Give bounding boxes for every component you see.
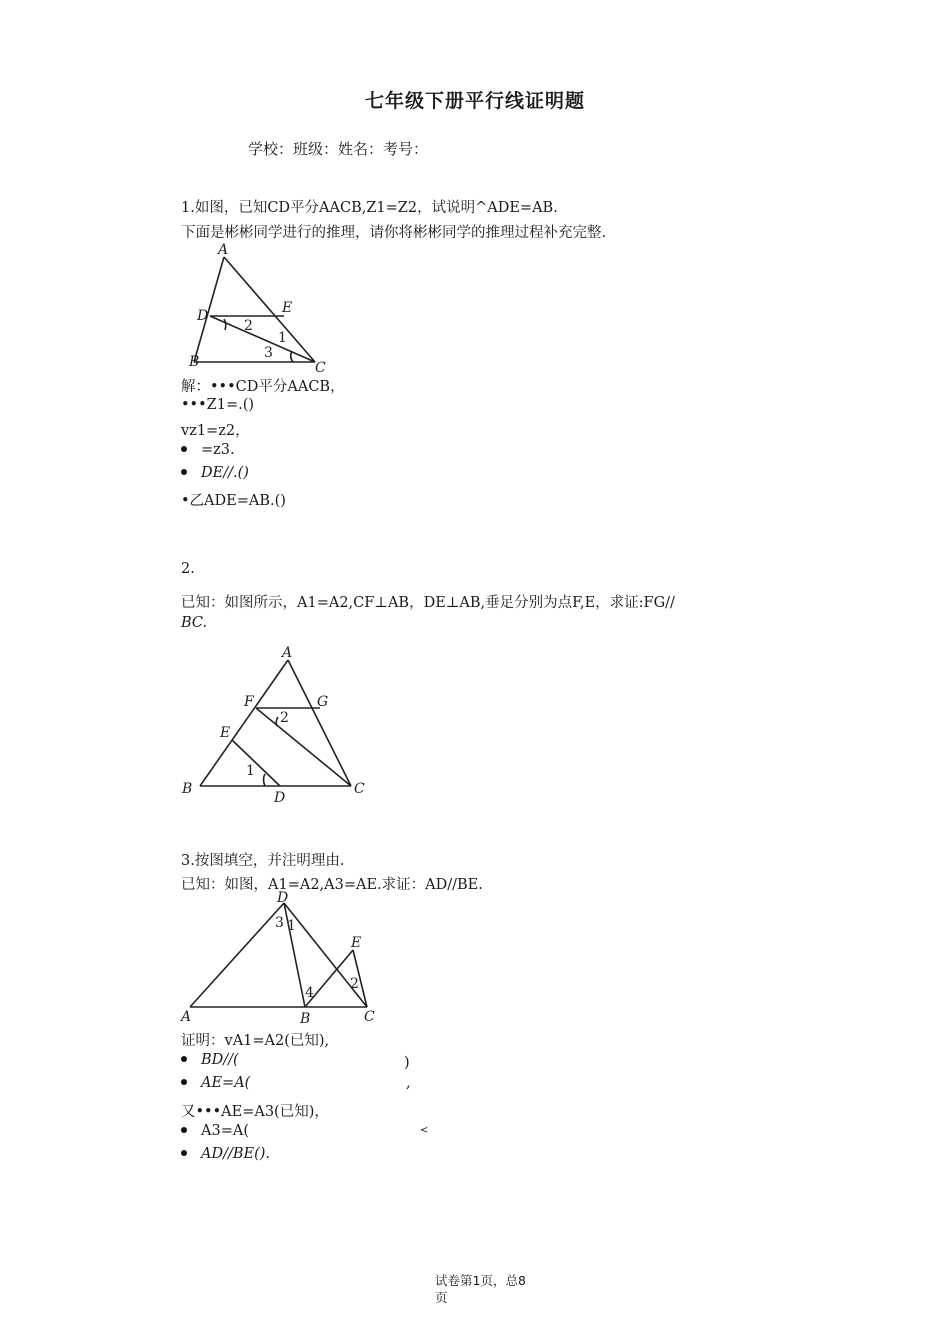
q2-figure xyxy=(178,640,378,810)
q1-angle-2-arc xyxy=(224,319,226,330)
q1-label-2: 2 xyxy=(244,318,253,334)
q3-label-4: 4 xyxy=(305,985,314,1001)
q3-label-c: C xyxy=(364,1009,375,1025)
q3-label-a: A xyxy=(181,1009,192,1025)
page-title: 七年级下册平行线证明题 xyxy=(364,90,585,112)
q3-label-e: E xyxy=(351,935,362,951)
q3-label-1: 1 xyxy=(287,918,296,934)
q1-label-1: 1 xyxy=(278,330,287,346)
q3-step-6: AD//BE(). xyxy=(181,1146,270,1162)
q1-step-3: vz1=z2， xyxy=(181,423,250,439)
q3-label-3: 3 xyxy=(275,915,284,931)
q2-number: 2. xyxy=(181,561,195,577)
q1-instruction: 下面是彬彬同学进行的推理，请你将彬彬同学的推理过程补充完整. xyxy=(181,225,607,241)
q3-label-d: D xyxy=(277,890,289,906)
bullet-icon xyxy=(181,469,187,475)
q3-label-2: 2 xyxy=(350,976,359,992)
q2-line-ed xyxy=(232,740,280,786)
q1-figure xyxy=(180,240,340,375)
bullet-icon xyxy=(181,446,187,452)
q2-label-c: C xyxy=(354,781,365,797)
q3-figure xyxy=(178,885,383,1025)
q1-label-d: D xyxy=(197,308,209,324)
q2-label-g: G xyxy=(317,694,329,710)
q1-label-c: C xyxy=(315,360,326,375)
q3-step-4: 又•••AE=A3(已知)， xyxy=(181,1104,329,1120)
q3-step-3: AE=A( xyxy=(181,1075,250,1091)
student-info-line: 学校：班级：姓名：考号： xyxy=(248,140,429,158)
q3-line-ad xyxy=(190,903,284,1007)
q2-line-fc xyxy=(256,708,351,786)
q3-statement: 已知：如图，A1=A2,A3=AE.求证：AD//BE. xyxy=(181,877,483,893)
bullet-icon xyxy=(181,1079,187,1085)
q2-statement: 已知：如图所示，A1=A2,CF⊥AB，DE⊥AB,垂足分别为点F,E，求证:FG// xyxy=(181,595,675,611)
q2-label-d: D xyxy=(274,790,286,806)
q2-label-e: E xyxy=(220,725,231,741)
q1-step-2: •••Z1=.() xyxy=(181,397,255,413)
q1-label-e: E xyxy=(282,300,293,316)
q2-angle-1-arc xyxy=(264,774,266,786)
page-footer-cont: 页 xyxy=(435,1290,448,1305)
bullet-icon xyxy=(181,1127,187,1133)
q2-line-ac xyxy=(288,660,351,786)
q2-label-a: A xyxy=(282,645,293,661)
q3-step-3-close: , xyxy=(406,1075,411,1091)
q1-label-b: B xyxy=(189,354,200,370)
q1-label-3: 3 xyxy=(264,345,273,361)
q1-step-5: DE//.() xyxy=(181,465,249,481)
q2-label-2: 2 xyxy=(280,710,289,726)
q3-step-1: 证明：vA1=A2(已知), xyxy=(181,1033,330,1049)
q1-label-a: A xyxy=(218,242,229,258)
q3-step-5: A3=A( xyxy=(181,1123,249,1139)
q3-label-b: B xyxy=(300,1011,311,1025)
q2-label-1: 1 xyxy=(246,763,255,779)
q3-step-5-close: < xyxy=(420,1125,429,1136)
q1-step-1: 解：•••CD平分AACB， xyxy=(181,379,345,395)
q2-label-b: B xyxy=(182,781,193,797)
page-footer: 试卷第1页，总8 xyxy=(435,1273,526,1288)
q3-step-2: BD//( xyxy=(181,1052,239,1068)
q3-step-2-close: ) xyxy=(404,1055,410,1071)
q1-step-4: =z3. xyxy=(181,442,235,458)
q3-instruction: 3.按图填空，并注明理由. xyxy=(181,853,345,869)
bullet-icon xyxy=(181,1056,187,1062)
q2-angle-2-arc xyxy=(276,717,278,726)
q1-step-6: •乙ADE=AB.() xyxy=(181,493,286,509)
q2-label-f: F xyxy=(244,694,254,710)
bullet-icon xyxy=(181,1150,187,1156)
q2-statement-cont: BC. xyxy=(181,615,208,631)
q1-statement: 1.如图，已知CD平分AACB,Z1=Z2，试说明^ADE=AB. xyxy=(181,200,558,216)
